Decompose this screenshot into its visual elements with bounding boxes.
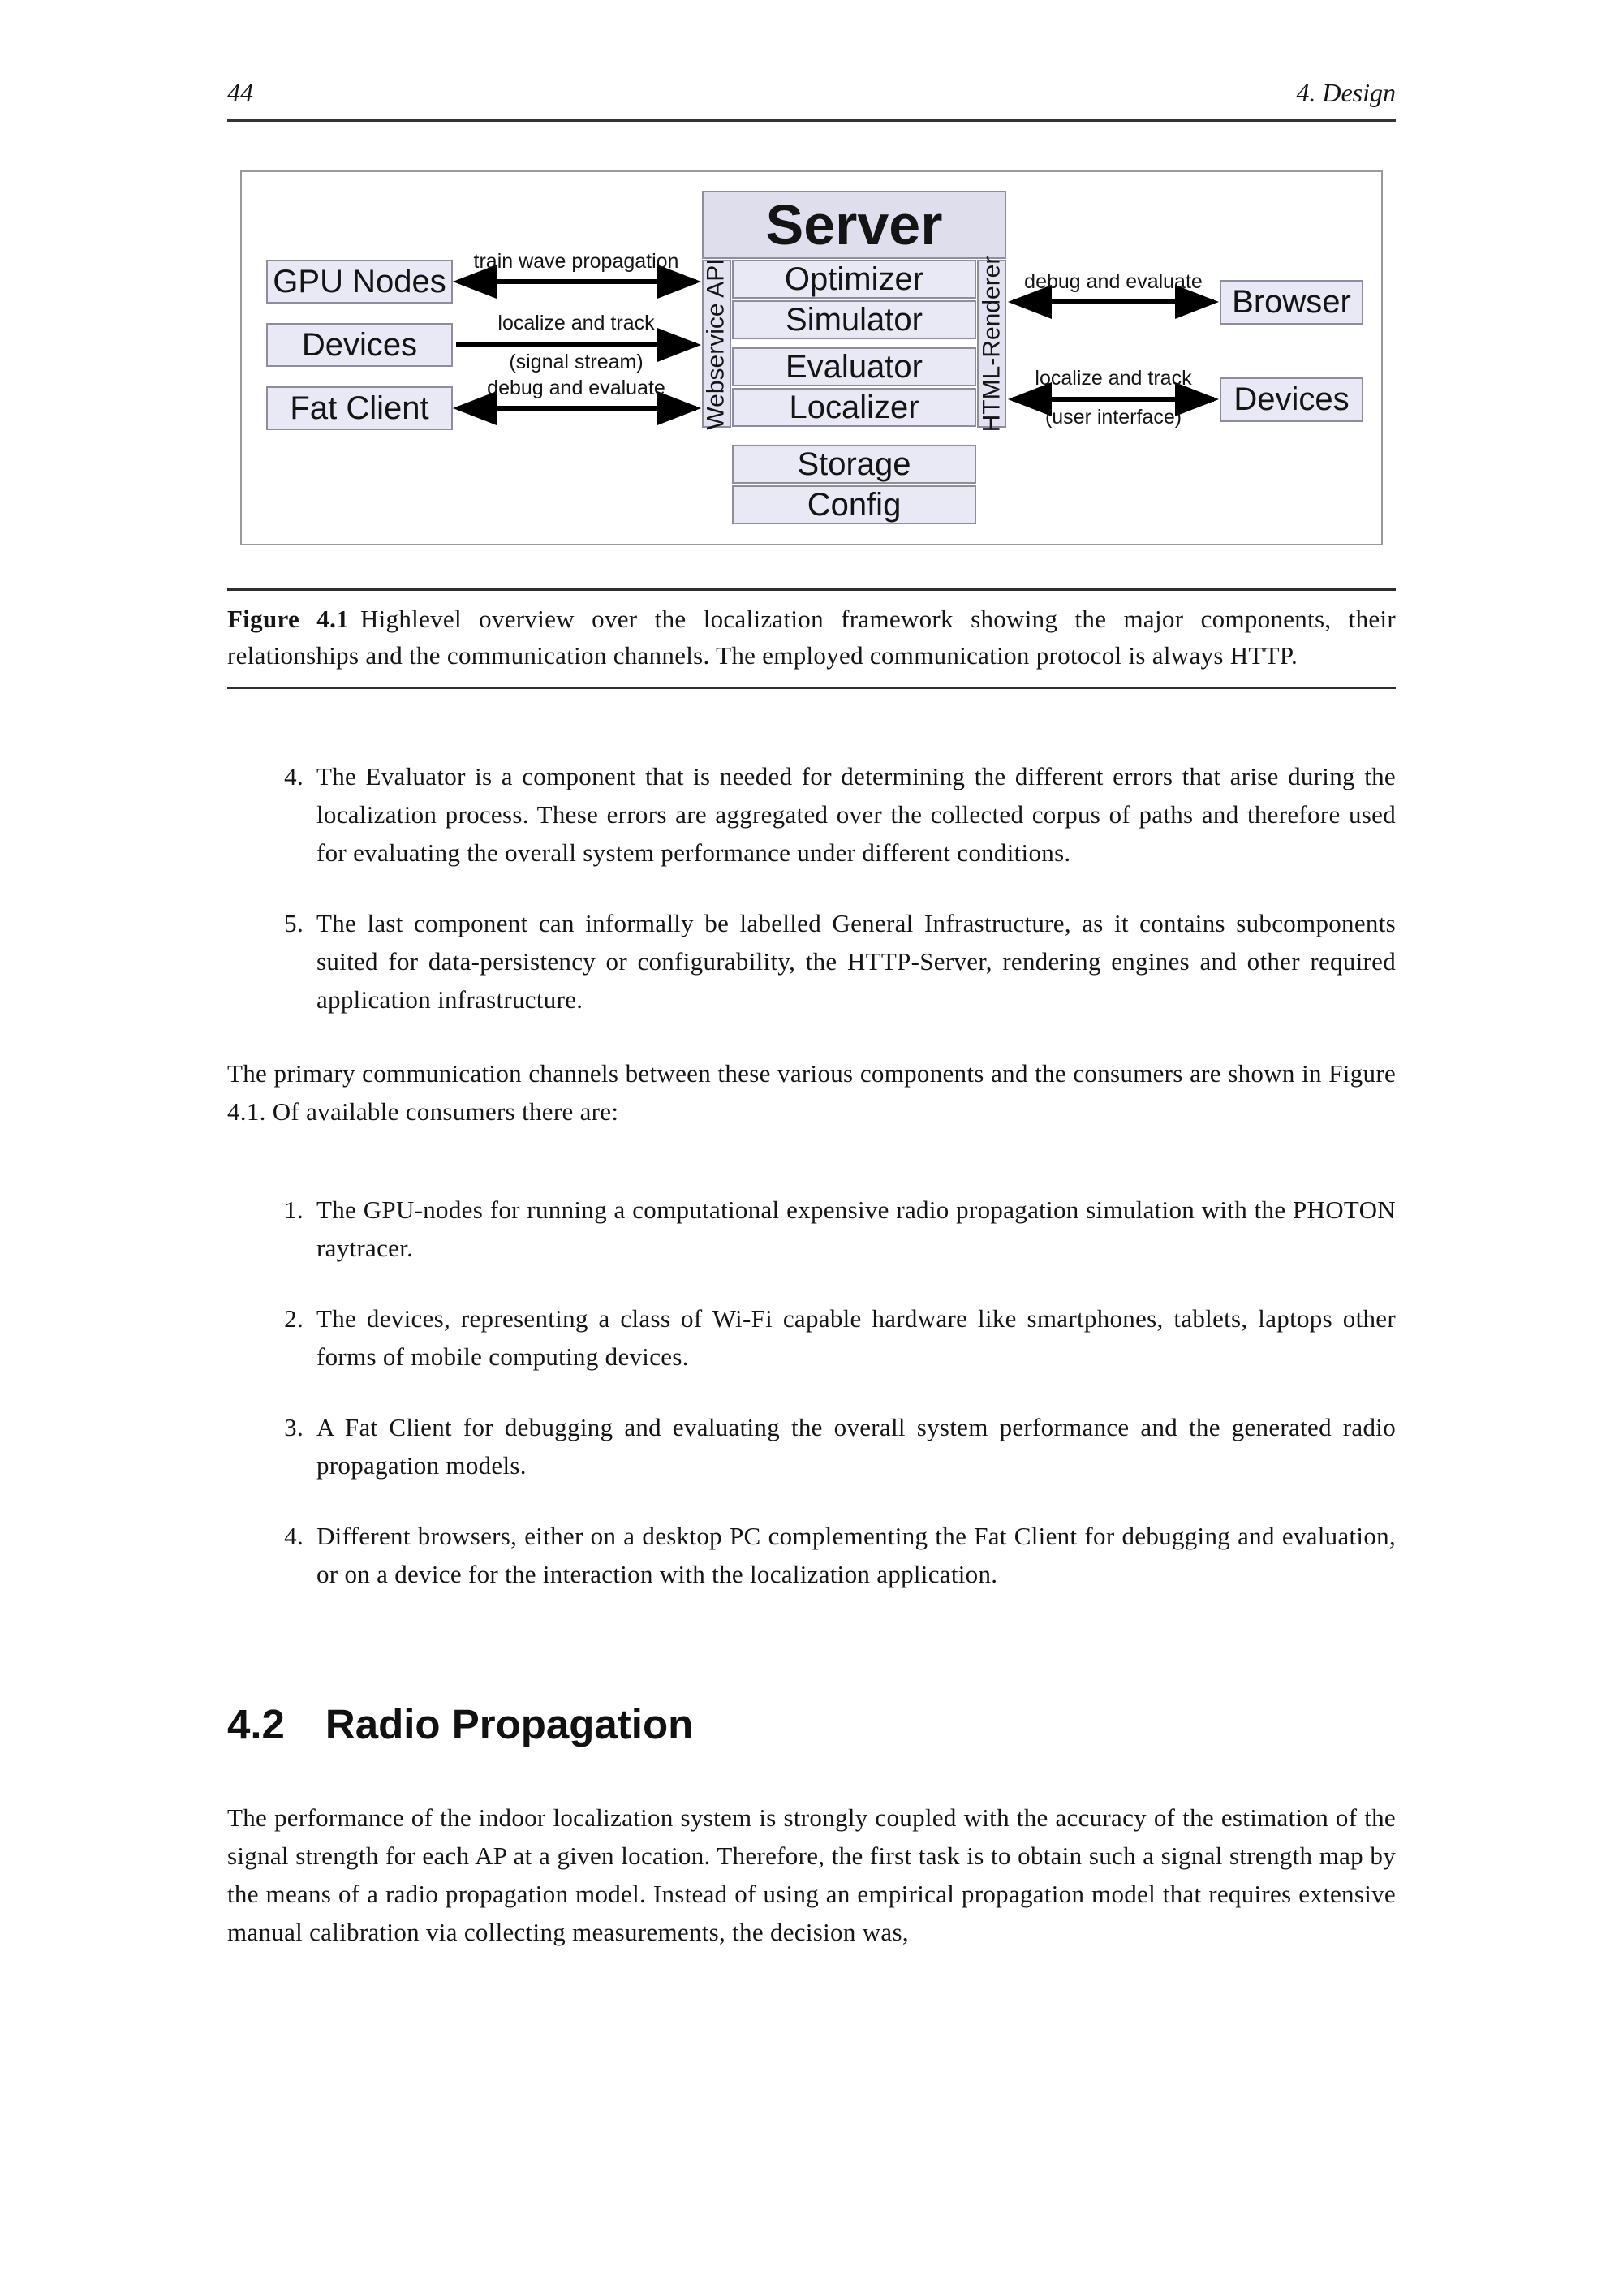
webservice-api-strip (702, 257, 731, 430)
figure-caption (227, 588, 1396, 689)
component-evaluator (732, 347, 976, 386)
running-head (227, 78, 1396, 108)
header-rule (227, 119, 1396, 122)
page-content (227, 0, 1396, 1976)
label-signal-stream: (signal stream) (509, 351, 644, 373)
list-item-text: The devices, representing a class of Wi-Fi capable hardware like smartphones, tablets, laptops other forms of mobile computing devices. (316, 1304, 1396, 1371)
component-evaluator-label: Evaluator (786, 348, 923, 385)
component-config (732, 485, 976, 524)
html-renderer-label: HTML-Renderer (978, 256, 1005, 432)
component-config-label: Config (807, 486, 902, 523)
component-list (227, 757, 1396, 1019)
webservice-api-label: Webservice API (703, 257, 730, 430)
list-item (269, 1299, 1396, 1376)
section-heading (227, 1700, 1396, 1748)
component-localizer (732, 388, 976, 427)
list-item-number: 4. (284, 762, 304, 790)
node-devices-left (266, 323, 453, 367)
list-item-text: The GPU-nodes for running a computational expensive radio propagation simulation with the PHOTON raytracer. (316, 1195, 1396, 1262)
list-item-text: Different browsers, either on a desktop PC complementing the Fat Client for debugging and evaluation, or on a device for the interaction with the localization application. (316, 1522, 1396, 1588)
component-simulator (732, 300, 976, 339)
list-item-number: 3. (284, 1413, 304, 1441)
list-item (269, 1408, 1396, 1484)
list-item (269, 904, 1396, 1019)
component-storage-label: Storage (797, 446, 911, 482)
server-title: Server (765, 193, 943, 256)
node-devices-left-label: Devices (301, 326, 418, 363)
list-item-number: 5. (284, 909, 304, 937)
node-browser (1220, 280, 1363, 325)
list-item-text: A Fat Client for debugging and evaluating the overall system performance and the generated radio propagation models. (316, 1413, 1396, 1480)
list-item (269, 757, 1396, 872)
figure-4-1-diagram (240, 170, 1383, 545)
server-title-box (702, 191, 1006, 259)
list-item-number: 4. (284, 1522, 304, 1550)
component-simulator-label: Simulator (786, 301, 923, 338)
figure-caption-label: Figure 4.1 (227, 605, 349, 633)
paragraph-radio-propagation: The performance of the indoor localization system is strongly coupled with the accuracy of the estimation of the signal strength for each AP at a given location. Therefore, the first task is to obtain such a signal strength map by the means of a radio propagation model. Instead of using an empirical propagation model that requires extensive manual calibration via collecting measurements, the decision was, (227, 1803, 1396, 1946)
list-item (269, 1191, 1396, 1267)
chapter-header: 4. Design (1296, 78, 1396, 107)
consumer-list (227, 1191, 1396, 1593)
label-localize-and-track-right: localize and track (1035, 367, 1192, 390)
list-item-number: 1. (284, 1195, 304, 1224)
label-user-interface: (user interface) (1044, 406, 1182, 429)
list-item-text: The last component can informally be labelled General Infrastructure, as it contains subcomponents suited for data-persistency or configurability, the HTTP-Server, rendering engines and other required application infrastructure. (316, 909, 1396, 1014)
node-fat-client (266, 386, 453, 430)
component-localizer-label: Localizer (789, 389, 919, 425)
paragraph-communication-channels: The primary communication channels between these various components and the consumers are shown in Figure 4.1. Of available consumers there are: (227, 1059, 1396, 1126)
list-item-text: The Evaluator is a component that is needed for determining the different errors that arise during the localization process. These errors are aggregated over the collected corpus of paths and therefore used for evaluating the overall system performance under different conditions. (316, 762, 1396, 867)
label-localize-and-track: localize and track (497, 312, 655, 334)
list-item (269, 1517, 1396, 1593)
section-number: 4.2 (227, 1701, 285, 1747)
component-optimizer-label: Optimizer (784, 261, 924, 297)
list-item-number: 2. (284, 1304, 304, 1333)
component-optimizer (732, 260, 976, 299)
node-devices-right (1220, 377, 1363, 422)
node-browser-label: Browser (1232, 284, 1351, 320)
figure-caption-text: Highlevel overview over the localization framework showing the major components, their relationships and the communication channels. The employed communication protocol is always HTTP. (227, 605, 1396, 670)
node-devices-right-label: Devices (1233, 381, 1350, 417)
component-storage (732, 445, 976, 484)
node-gpu-nodes (266, 260, 453, 304)
section-title: Radio Propagation (325, 1701, 694, 1747)
node-gpu-nodes-label: GPU Nodes (273, 263, 446, 299)
label-train-wave-propagation: train wave propagation (473, 250, 679, 273)
node-fat-client-label: Fat Client (290, 390, 429, 426)
label-debug-and-evaluate-left: debug and evaluate (487, 377, 665, 399)
page-number: 44 (227, 78, 253, 107)
label-debug-and-evaluate-right: debug and evaluate (1024, 270, 1203, 293)
html-renderer-strip (977, 256, 1006, 432)
